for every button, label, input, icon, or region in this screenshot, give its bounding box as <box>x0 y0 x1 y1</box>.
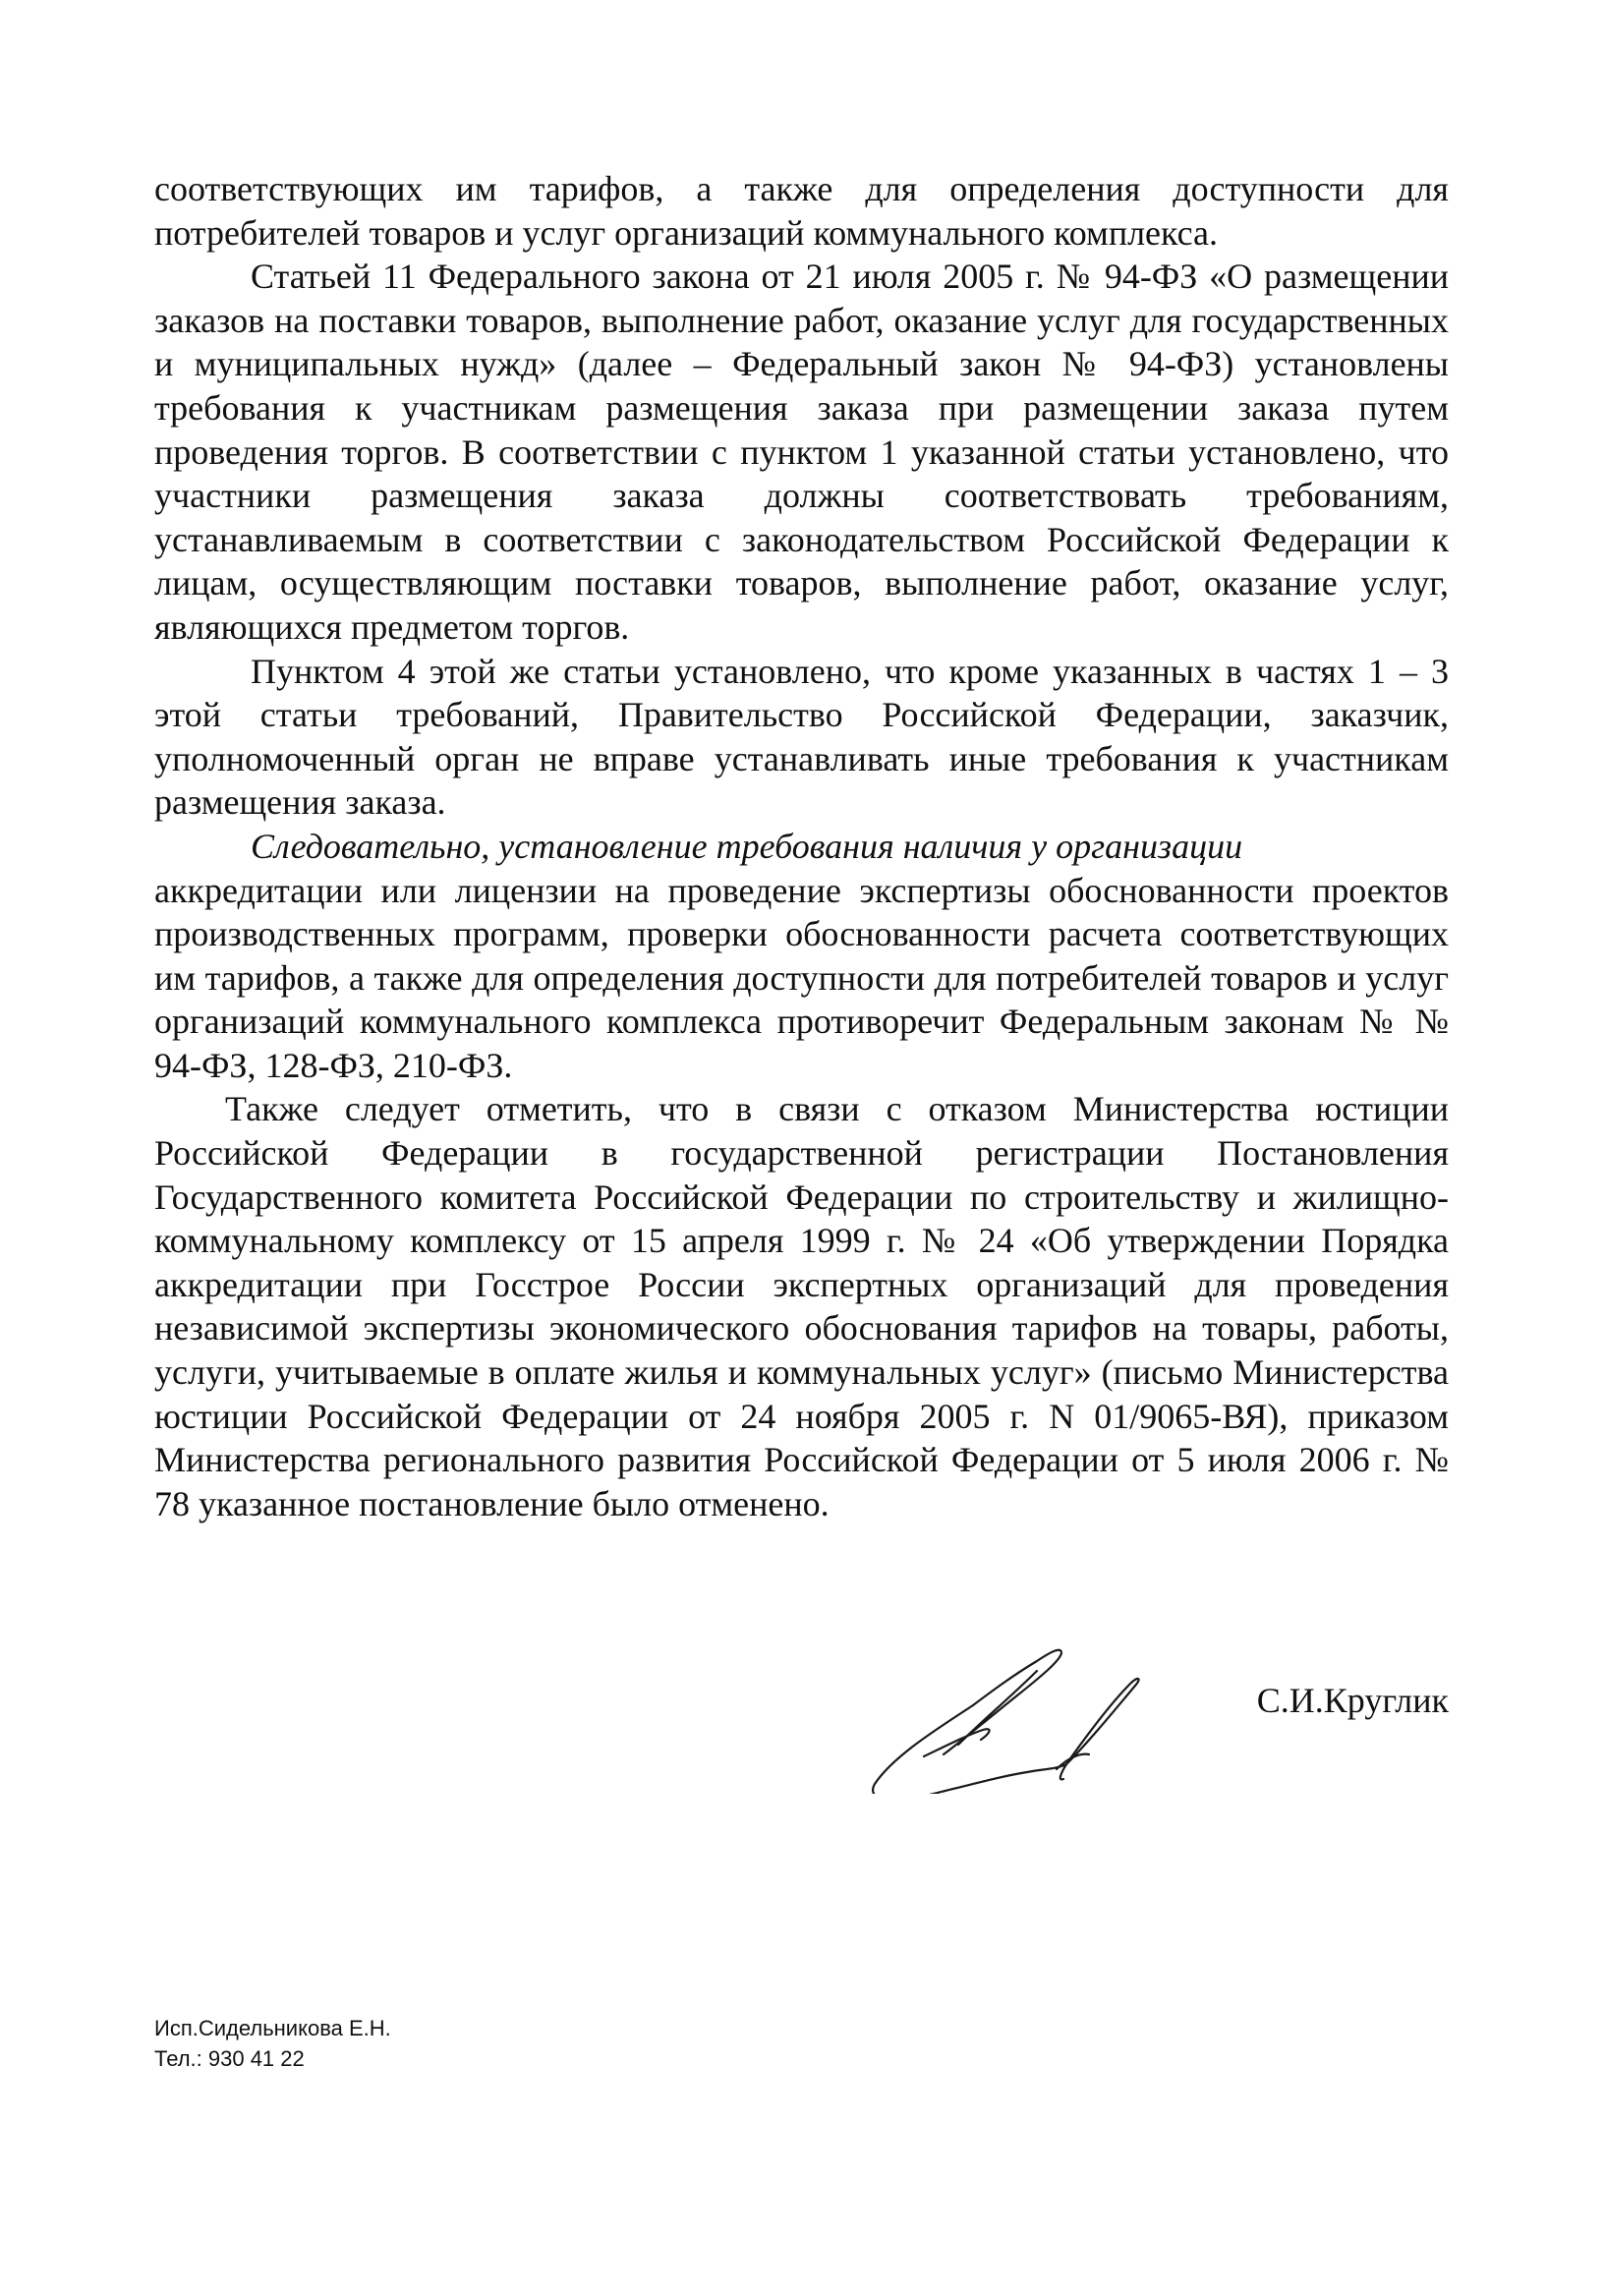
signatory-name: С.И.Круглик <box>1256 1681 1449 1720</box>
paragraph-conclusion: аккредитации или лицензии на проведение экспертизы обоснованности проектов производственных программ, проверки обоснованности расчета соответствующих им тарифов, а также для определения доступности для потребителей товаров и услуг организаций коммунального комплекса противоречит Федеральным законам № № 94-ФЗ, 128-ФЗ, 210-ФЗ. <box>154 870 1449 1085</box>
executor-name: Исп.Сидельникова Е.Н. <box>154 2016 391 2040</box>
paragraph-point-4: Пунктом 4 этой же статьи установлено, что кроме указанных в частях 1 – 3 этой статьи требований, Правительство Российской Федерации, заказчик, уполномоченный орган не вправе устанавливать иные требования к участникам размещения заказа. <box>154 651 1449 823</box>
paragraph-continuation: соответствующих им тарифов, а также для определения доступности для потребителей товаров и услуг организаций коммунального комплекса. <box>154 169 1449 253</box>
paragraph-conclusion-lead: Следовательно, установление требования наличия у организации <box>251 826 1243 866</box>
executor-info <box>154 2013 391 2074</box>
executor-phone: Тел.: 930 41 22 <box>154 2046 305 2071</box>
handwritten-signature <box>855 1607 1150 1794</box>
paragraph-gosstroy-note: Также следует отметить, что в связи с отказом Министерства юстиции Российской Федерации в государственной регистрации Постановления Государственного комитета Российской Федерации по строительству и жилищно-коммунальному комплексу от 15 апреля 1999 г. № 24 «Об утверждении Порядка аккредитации при Госстрое России экспертных организаций для проведения независимой экспертизы экономического обоснования тарифов на товары, работы, услуги, учитываемые в оплате жилья и коммунальных услуг» (письмо Министерства юстиции Российской Федерации от 24 ноября 2005 г. N 01/9065-ВЯ), приказом Министерства регионального развития Российской Федерации от 5 июля 2006 г. № 78 указанное постановление было отменено. <box>154 1089 1449 1523</box>
letter-body <box>154 167 1449 1525</box>
paragraph-article-11: Статьей 11 Федерального закона от 21 июля 2005 г. № 94-ФЗ «О размещении заказов на поставки товаров, выполнение работ, оказание услуг для государственных и муниципальных нужд» (далее – Федеральный закон № 94-ФЗ) установлены требования к участникам размещения заказа при размещении заказа путем проведения торгов. В соответствии с пунктом 1 указанной статьи установлено, что участники размещения заказа должны соответствовать требованиям, устанавливаемым в соответствии с законодательством Российской Федерации к лицам, осуществляющим поставки товаров, выполнение работ, оказание услуг, являющихся предметом торгов. <box>154 257 1449 647</box>
